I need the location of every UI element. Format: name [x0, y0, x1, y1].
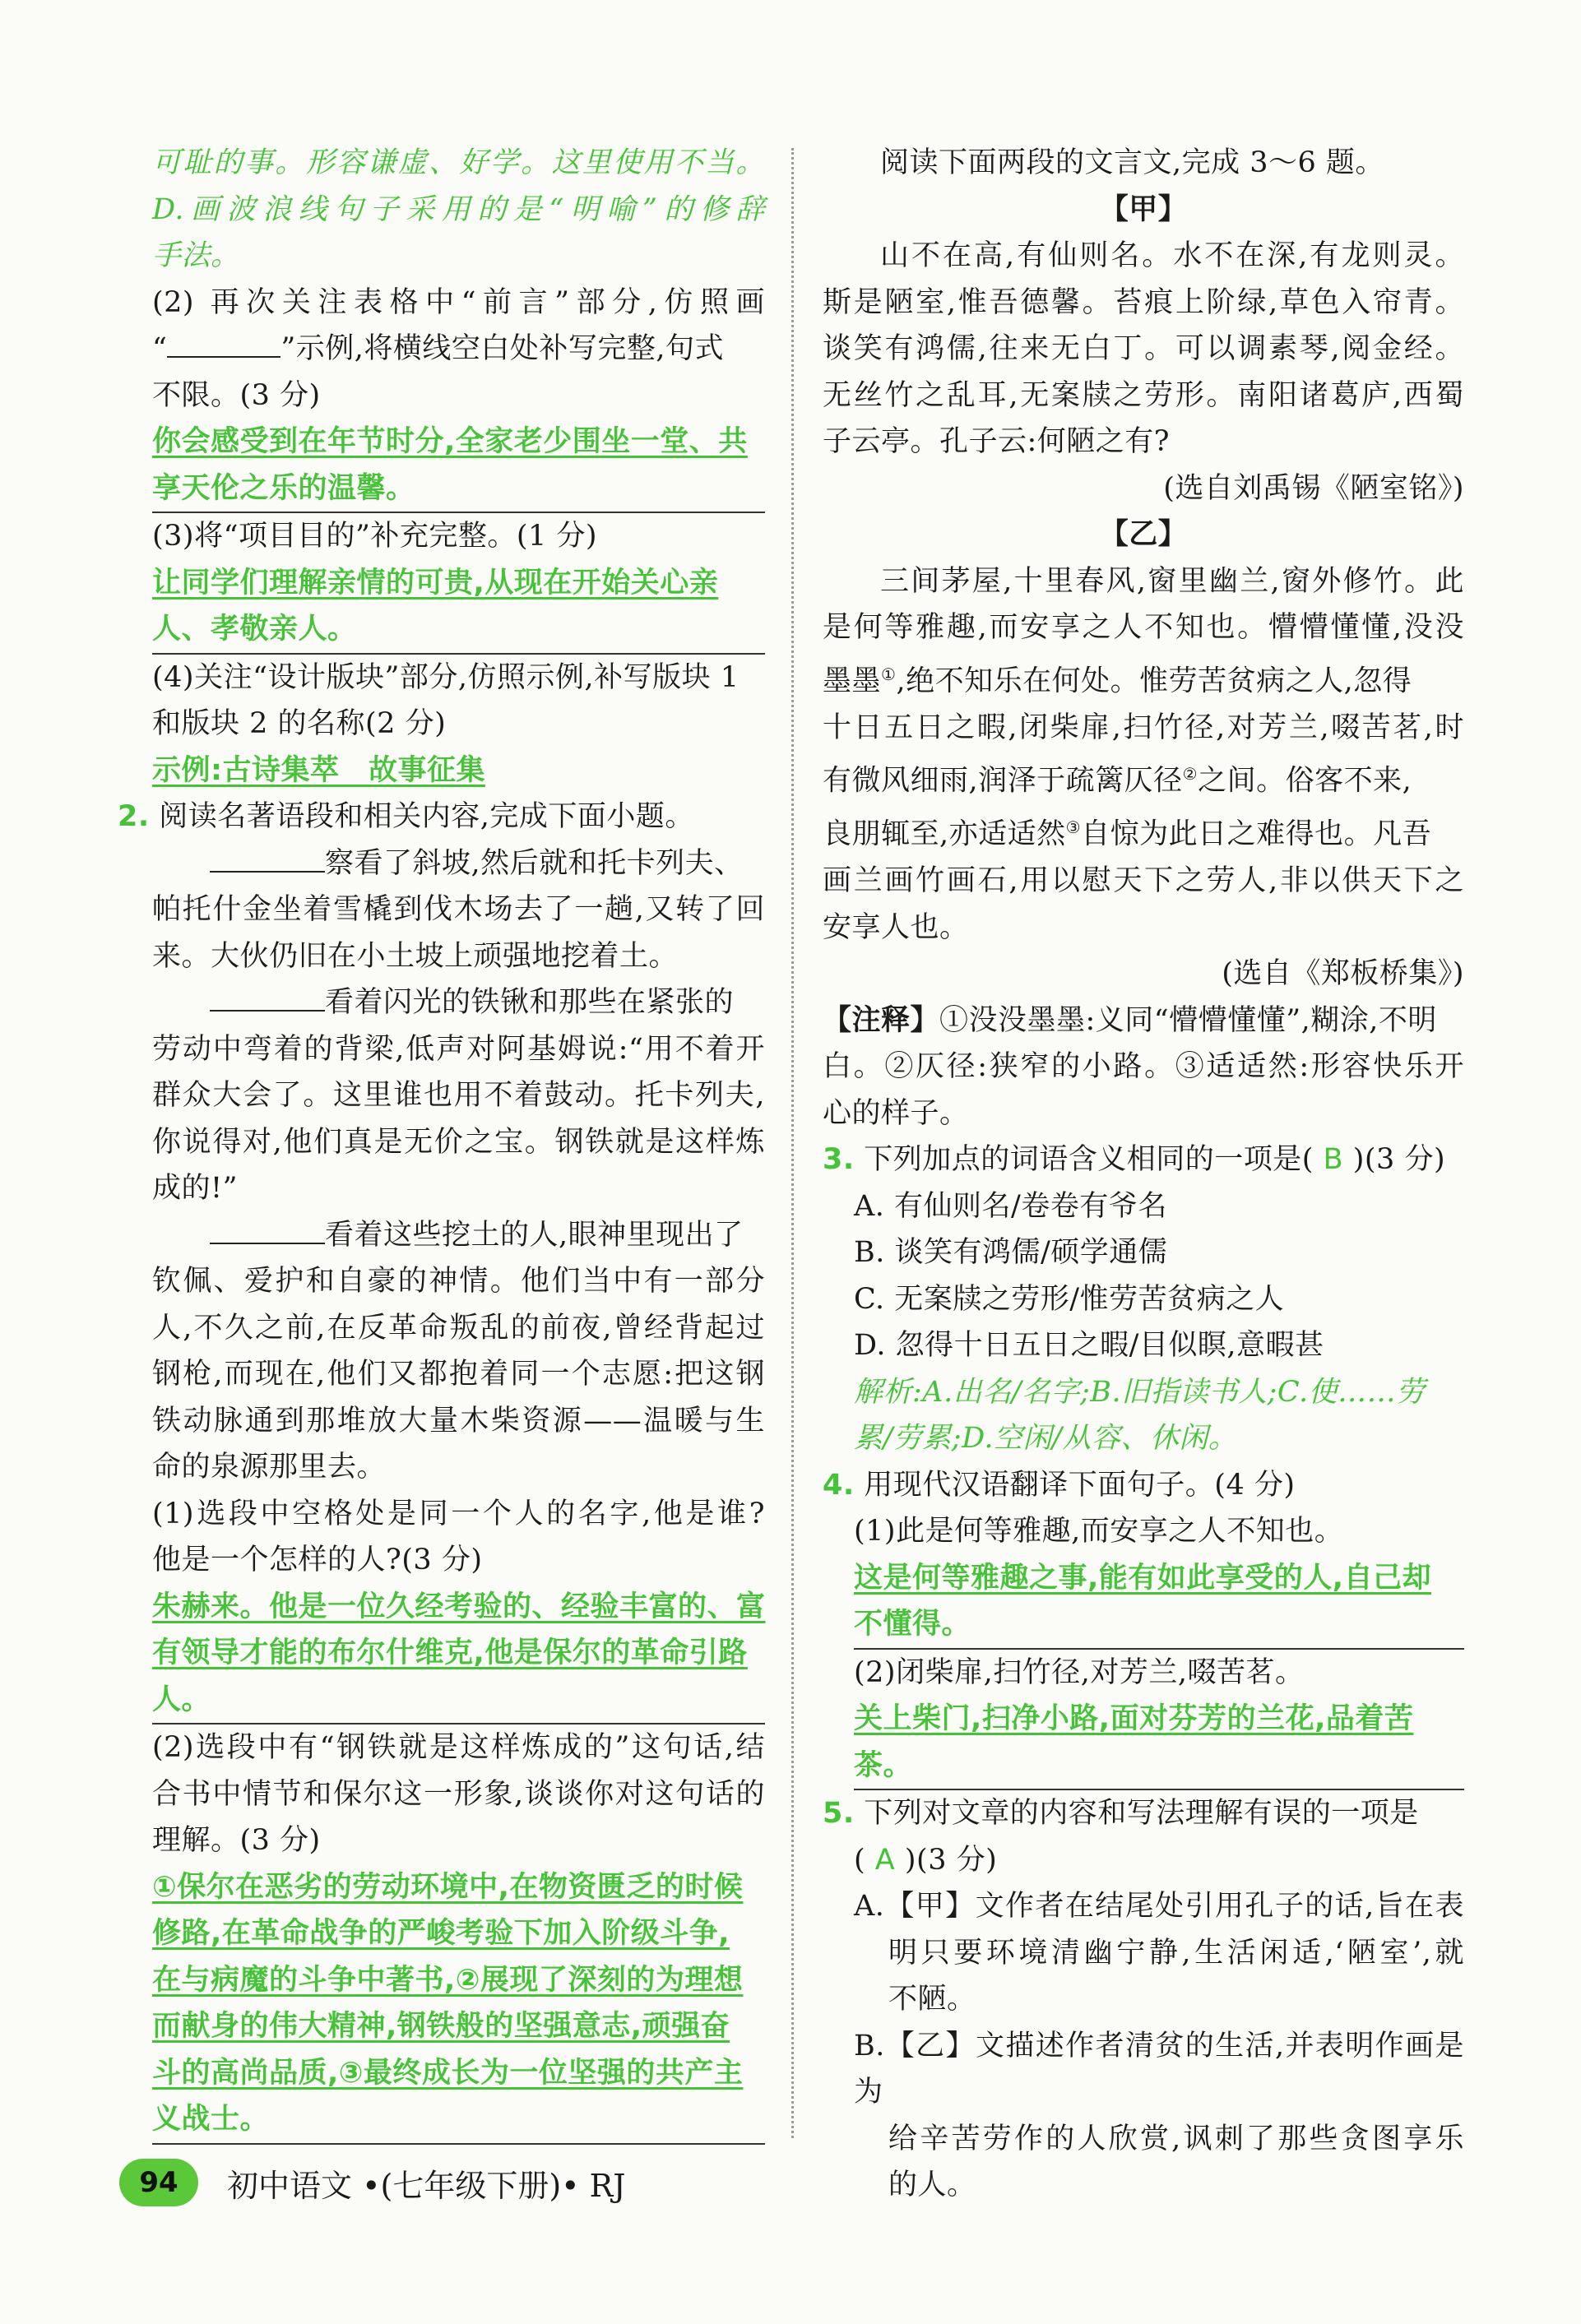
passage-line: 安享人也。	[823, 910, 969, 944]
option-a: A.【甲】文作者在结尾处引用孔子的话,旨在表	[854, 1890, 1464, 1924]
passage-line: 是何等雅趣,而安享之人不知也。懵懵懂懂,没没	[823, 611, 1464, 644]
notes: 【注释】①没没墨墨:义同“懵懵懂懂”,糊涂,不明	[823, 1003, 1437, 1037]
fill-blank	[210, 985, 325, 1012]
fill-blank	[167, 331, 280, 358]
passage-line: 你说得对,他们真是无价之宝。钢铁就是这样炼	[152, 1125, 765, 1159]
option-a: A. 有仙则名/卷卷有爷名	[854, 1189, 1167, 1223]
option-d: D. 忽得十日五日之暇/目似瞑,意暇甚	[854, 1329, 1324, 1363]
left-column	[118, 140, 766, 2145]
notes-label: 【注释】	[823, 1003, 940, 1037]
question-5-answer: ( A )(3 分)	[854, 1843, 998, 1877]
question-text: 和版块 2 的名称(2 分)	[152, 707, 447, 740]
answer-text: 这是何等雅趣之事,能有如此享受的人,自己却	[854, 1561, 1432, 1595]
page-number-badge: 94	[119, 2159, 198, 2206]
question-3: 3. 下列加点的词语含义相同的一项是( B )(3 分)	[823, 1143, 1446, 1177]
source-citation: (选自《郑板桥集》)	[1222, 957, 1464, 991]
passage-line: 谈笑有鸿儒,往来无白丁。可以调素琴,阅金经。	[823, 332, 1464, 365]
answer-text: D.画波浪线句子采用的是“明喻”的修辞	[152, 192, 765, 226]
answer-text: 而献身的伟大精神,钢铁般的坚强意志,顽强奋	[152, 2010, 730, 2043]
passage-line: 墨墨①,绝不知乐在何处。惟劳苦贫病之人,忽得	[823, 664, 1412, 698]
passage-line: 十日五日之暇,闭柴扉,扫竹径,对芳兰,啜苦茗,时	[823, 711, 1464, 744]
answer-text: 让同学们理解亲情的可贵,从现在开始关心亲	[152, 566, 719, 600]
answer-text: ①保尔在恶劣的劳动环境中,在物资匮乏的时候	[152, 1870, 744, 1904]
passage-title-yi: 【乙】	[1099, 518, 1188, 551]
question-text: 理解。(3 分)	[152, 1824, 321, 1857]
passage-line: 看着闪光的铁锹和那些在紧张的	[152, 979, 765, 1026]
passage-title-jia: 【甲】	[1099, 192, 1188, 226]
answer-text: 茶。	[854, 1743, 1464, 1791]
answer-choice: B	[1323, 1143, 1344, 1177]
answer-text: 修路,在革命战争的严峻考验下加入阶级斗争,	[152, 1917, 730, 1950]
answer-text: 不懂得。	[854, 1601, 1464, 1650]
explanation: 解析:A.出名/名字;B.旧指读书人;C.使……劳	[854, 1375, 1426, 1409]
passage-line: 良朋辄至,亦适适然③自惊为此日之难得也。凡吾	[823, 817, 1432, 851]
passage-line: 铁动脉通到那堆放大量木柴资源——温暖与生	[152, 1404, 765, 1437]
answer-text: 人。	[152, 1677, 765, 1725]
question-text: (2)闭柴扉,扫竹径,对芳兰,啜苦茗。	[854, 1655, 1305, 1689]
passage-line: 画兰画竹画石,用以慰天下之劳人,非以供天下之	[823, 864, 1464, 898]
passage-line: 命的泉源那里去。	[152, 1451, 387, 1484]
explanation: 累/劳累;D.空闲/从容、休闲。	[854, 1422, 1238, 1456]
instruction-text: 阅读下面两段的文言文,完成 3～6 题。	[880, 146, 1384, 179]
passage-line: 帕托什金坐着雪橇到伐木场去了一趟,又转了回	[152, 893, 765, 926]
passage-line: 子云亭。孔子云:何陋之有?	[823, 425, 1171, 458]
fill-blank	[210, 846, 325, 873]
answer-text: 人、孝敬亲人。	[152, 606, 765, 655]
footnote-marker: ①	[881, 664, 897, 684]
option-a: 明只要环境清幽宁静,生活闲适,‘陋室’,就	[888, 1936, 1464, 1970]
passage-line: 三间茅屋,十里春风,窗里幽兰,窗外修竹。此	[880, 564, 1464, 598]
notes: 心的样子。	[823, 1096, 969, 1130]
question-text: “ ”示例,将横线空白处补写完整,句式	[152, 332, 725, 365]
question-text: (2)选段中有“钢铁就是这样炼成的”这句话,结	[152, 1731, 765, 1764]
question-text: (3)将“项目目的”补充完整。(1 分)	[152, 520, 598, 553]
answer-text: 示例:古诗集萃 故事征集	[152, 753, 485, 787]
page-footer	[119, 2159, 625, 2206]
question-text: (4)关注“设计版块”部分,仿照示例,补写版块 1	[152, 660, 740, 694]
notes: 白。②仄径:狭窄的小路。③适适然:形容快乐开	[823, 1050, 1464, 1084]
question-4: 4. 用现代汉语翻译下面句子。(4 分)	[823, 1468, 1296, 1502]
passage-line: 钢枪,而现在,他们又都抱着同一个志愿:把这钢	[152, 1358, 765, 1391]
question-text: (2) 再次关注表格中“前言”部分,仿照画	[152, 285, 765, 319]
passage-line: 看着这些挖土的人,眼神里现出了	[152, 1212, 765, 1259]
footnote-marker: ③	[1065, 817, 1082, 838]
answer-text: 手法。	[152, 239, 240, 272]
question-number: 5.	[823, 1797, 855, 1831]
column-divider	[791, 148, 794, 2138]
question-text: (1)此是何等雅趣,而安享之人不知也。	[854, 1515, 1344, 1549]
footnote-marker: ②	[1182, 764, 1198, 785]
question-text: (1)选段中空格处是同一个人的名字,他是谁?	[152, 1497, 765, 1530]
answer-text: 在与病魔的斗争中著书,②展现了深刻的为理想	[152, 1963, 744, 1997]
passage-line: 山不在高,有仙则名。水不在深,有龙则灵。	[880, 239, 1464, 272]
right-column	[823, 140, 1464, 2209]
source-citation: (选自刘禹锡《陋室铭》)	[1163, 471, 1464, 505]
passage-line: 察看了斜坡,然后就和托卡列夫、	[152, 840, 765, 887]
option-b: B. 谈笑有鸿儒/硕学通儒	[854, 1236, 1168, 1270]
option-c: C. 无案牍之劳形/惟劳苦贫病之人	[854, 1282, 1285, 1316]
option-b: B.【乙】文描述作者清贫的生活,并表明作画是为	[854, 2029, 1464, 2109]
passage-line: 劳动中弯着的背梁,低声对阿基姆说:“用不着开	[152, 1032, 765, 1066]
passage-line: 群众大会了。这里谁也用不着鼓动。托卡列夫,	[152, 1079, 765, 1112]
question-5: 5. 下列对文章的内容和写法理解有误的一项是	[823, 1797, 1419, 1831]
answer-text: 享天伦之乐的温馨。	[152, 465, 765, 514]
passage-line: 有微风细雨,润泽于疏篱仄径②之间。俗客不来,	[823, 764, 1412, 798]
option-b: 的人。	[888, 2169, 976, 2202]
passage-line: 人,不久之前,在反革命叛乱的前夜,曾经背起过	[152, 1311, 765, 1345]
passage-line: 钦佩、爱护和自豪的神情。他们当中有一部分	[152, 1265, 765, 1298]
question-number: 2.	[118, 800, 150, 833]
book-title: 初中语文 •(七年级下册)• RJ	[227, 2167, 626, 2204]
option-b: 给辛苦劳作的人欣赏,讽刺了那些贪图享乐	[888, 2122, 1464, 2155]
answer-choice: A	[874, 1843, 896, 1877]
answer-text: 斗的高尚品质,③最终成长为一位坚强的共产主	[152, 2056, 744, 2090]
question-number: 3.	[823, 1143, 855, 1177]
section-title: 阅读名著语段和相关内容,完成下面小题。	[159, 800, 694, 833]
question-text: 不限。(3 分)	[152, 378, 321, 412]
answer-text: 义战士。	[152, 2096, 765, 2145]
answer-text: 有领导才能的布尔什维克,他是保尔的革命引路	[152, 1637, 748, 1669]
passage-line: 斯是陋室,惟吾德馨。苔痕上阶绿,草色入帘青。	[823, 285, 1464, 319]
question-text: 合书中情节和保尔这一形象,谈谈你对这句话的	[152, 1777, 765, 1811]
question-number: 4.	[823, 1468, 855, 1502]
passage-line: 成的!”	[152, 1172, 238, 1205]
question-text: 他是一个怎样的人?(3 分)	[152, 1544, 483, 1576]
section-heading	[118, 794, 765, 840]
option-a: 不陋。	[888, 1983, 976, 2016]
answer-text: 关上柴门,扫净小路,面对芬芳的兰花,品着苦	[854, 1702, 1414, 1736]
passage-line: 无丝竹之乱耳,无案牍之劳形。南阳诸葛庐,西蜀	[823, 378, 1464, 412]
answer-text: 朱赫来。他是一位久经考验的、经验丰富的、富	[152, 1590, 766, 1623]
fill-blank	[210, 1218, 325, 1244]
passage-line: 来。大伙仍旧在小土坡上顽强地挖着土。	[152, 939, 679, 973]
answer-text: 你会感受到在年节时分,全家老少围坐一堂、共	[152, 425, 748, 458]
answer-text: 可耻的事。形容谦虚、好学。这里使用不当。	[152, 146, 765, 179]
